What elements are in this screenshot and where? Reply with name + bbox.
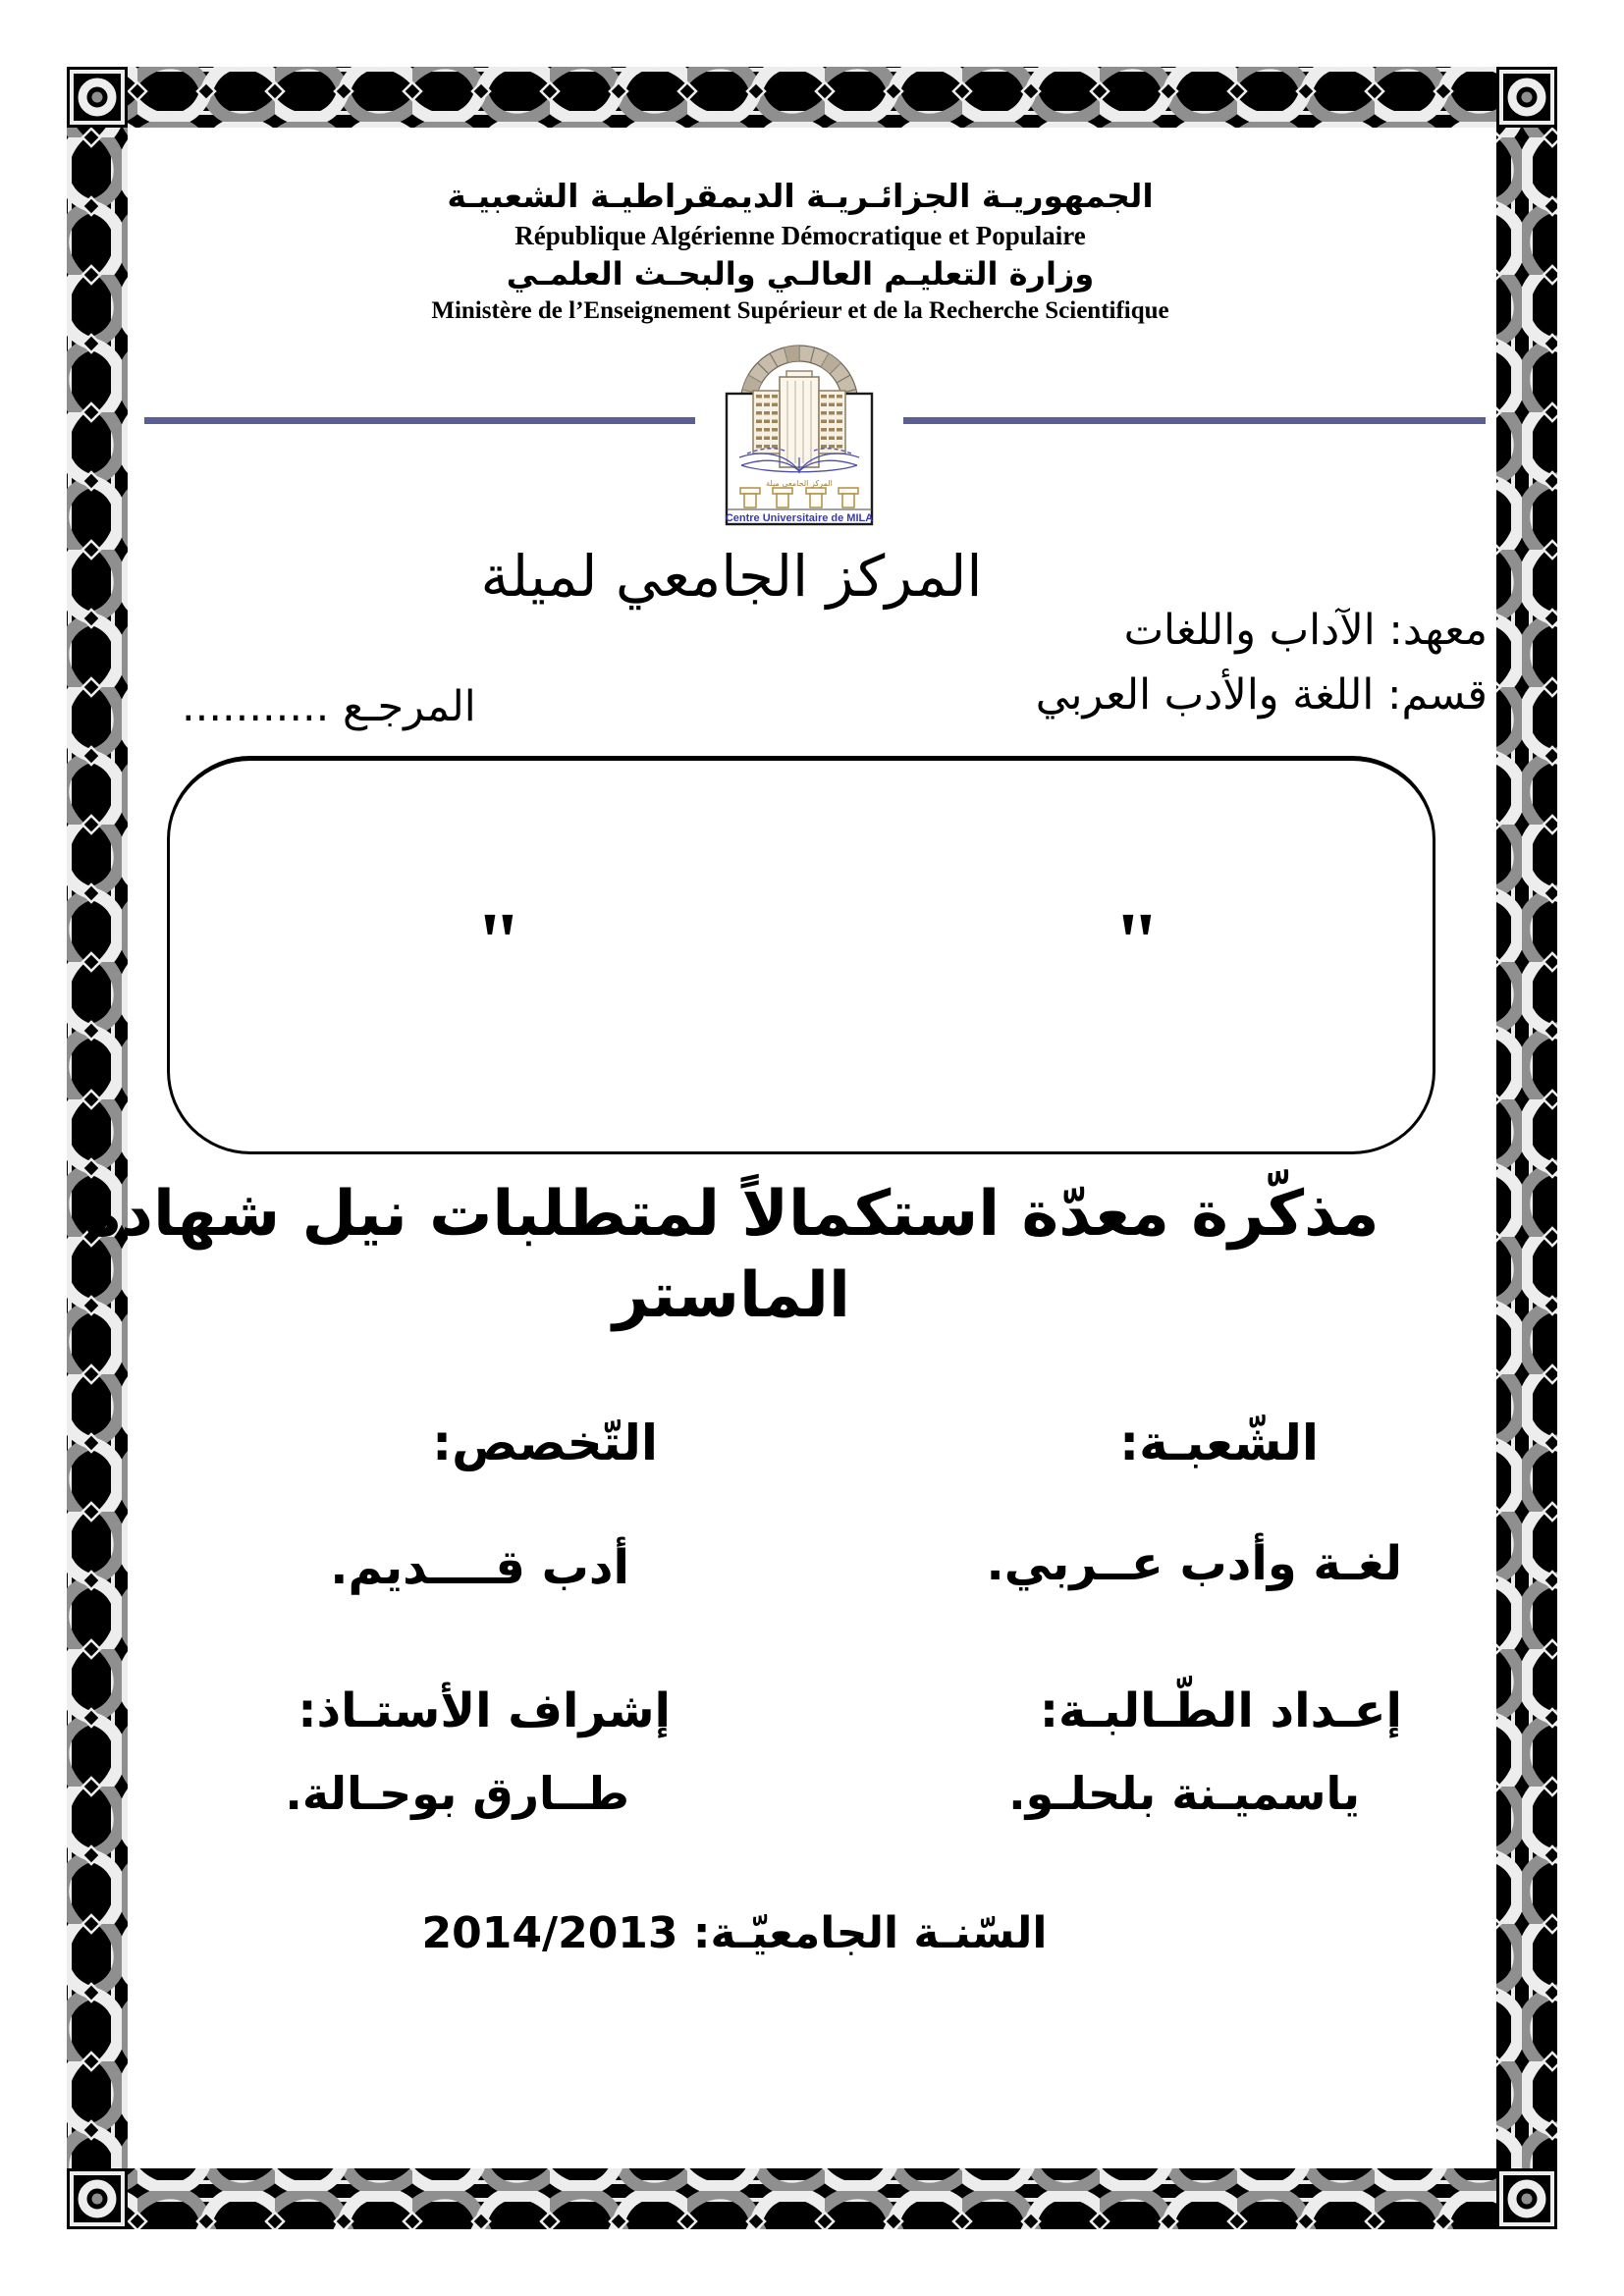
student-label: إعـداد الطّـالبـة: — [1039, 1683, 1402, 1738]
branch-value: لغـة وأدب عــربي. — [986, 1536, 1402, 1591]
academic-year-line: السّنـة الجامعيّـة: 2014/2013 — [421, 1908, 1048, 1958]
thesis-title-box — [167, 756, 1435, 1154]
logo-inner-arabic-text: المركز الجامعي ميلة — [766, 479, 833, 488]
logo-caption: Centre Universitaire de MILA — [725, 512, 874, 524]
branch-label: الشّعبـة: — [1119, 1415, 1319, 1471]
accent-rule-left — [144, 417, 695, 424]
accent-rule-right — [903, 417, 1486, 424]
quote-mark-left: " — [475, 894, 522, 988]
republic-name-arabic: الجمهوريـة الجزائـريـة الديمقراطيـة الشعبيـة — [447, 177, 1154, 215]
quote-mark-right: " — [1113, 894, 1161, 988]
supervisor-label: إشراف الأستـاذ: — [298, 1683, 671, 1738]
institute-line: معهد: الآداب واللغات — [1123, 606, 1488, 655]
university-title: المركز الجامعي لميلة — [480, 543, 983, 610]
ministry-name-french: Ministère de l’Enseignement Supérieur et de la Recherche Scientifique — [431, 296, 1169, 324]
memoir-statement: مذكّرة معدّة استكمالاً لمتطلبات نيل شهادة الماستر — [83, 1178, 1380, 1333]
ministry-name-arabic: وزارة التعليـم العالـي والبحـث العلمـي — [506, 254, 1095, 293]
university-logo — [718, 336, 881, 532]
republic-name-french: République Algérienne Démocratique et Populaire — [514, 220, 1086, 250]
specialty-label: التّخصص: — [432, 1415, 658, 1471]
department-line: قسم: اللغة والأدب العربي — [1035, 670, 1488, 720]
student-name: ياسميـنة بلحلـو. — [1008, 1767, 1360, 1820]
supervisor-name: طــارق بوحـالة. — [285, 1767, 629, 1820]
reference-line: المرجـع ........... — [182, 682, 476, 731]
official-header — [0, 175, 1600, 327]
specialty-value: أدب قــــديم. — [330, 1540, 629, 1595]
